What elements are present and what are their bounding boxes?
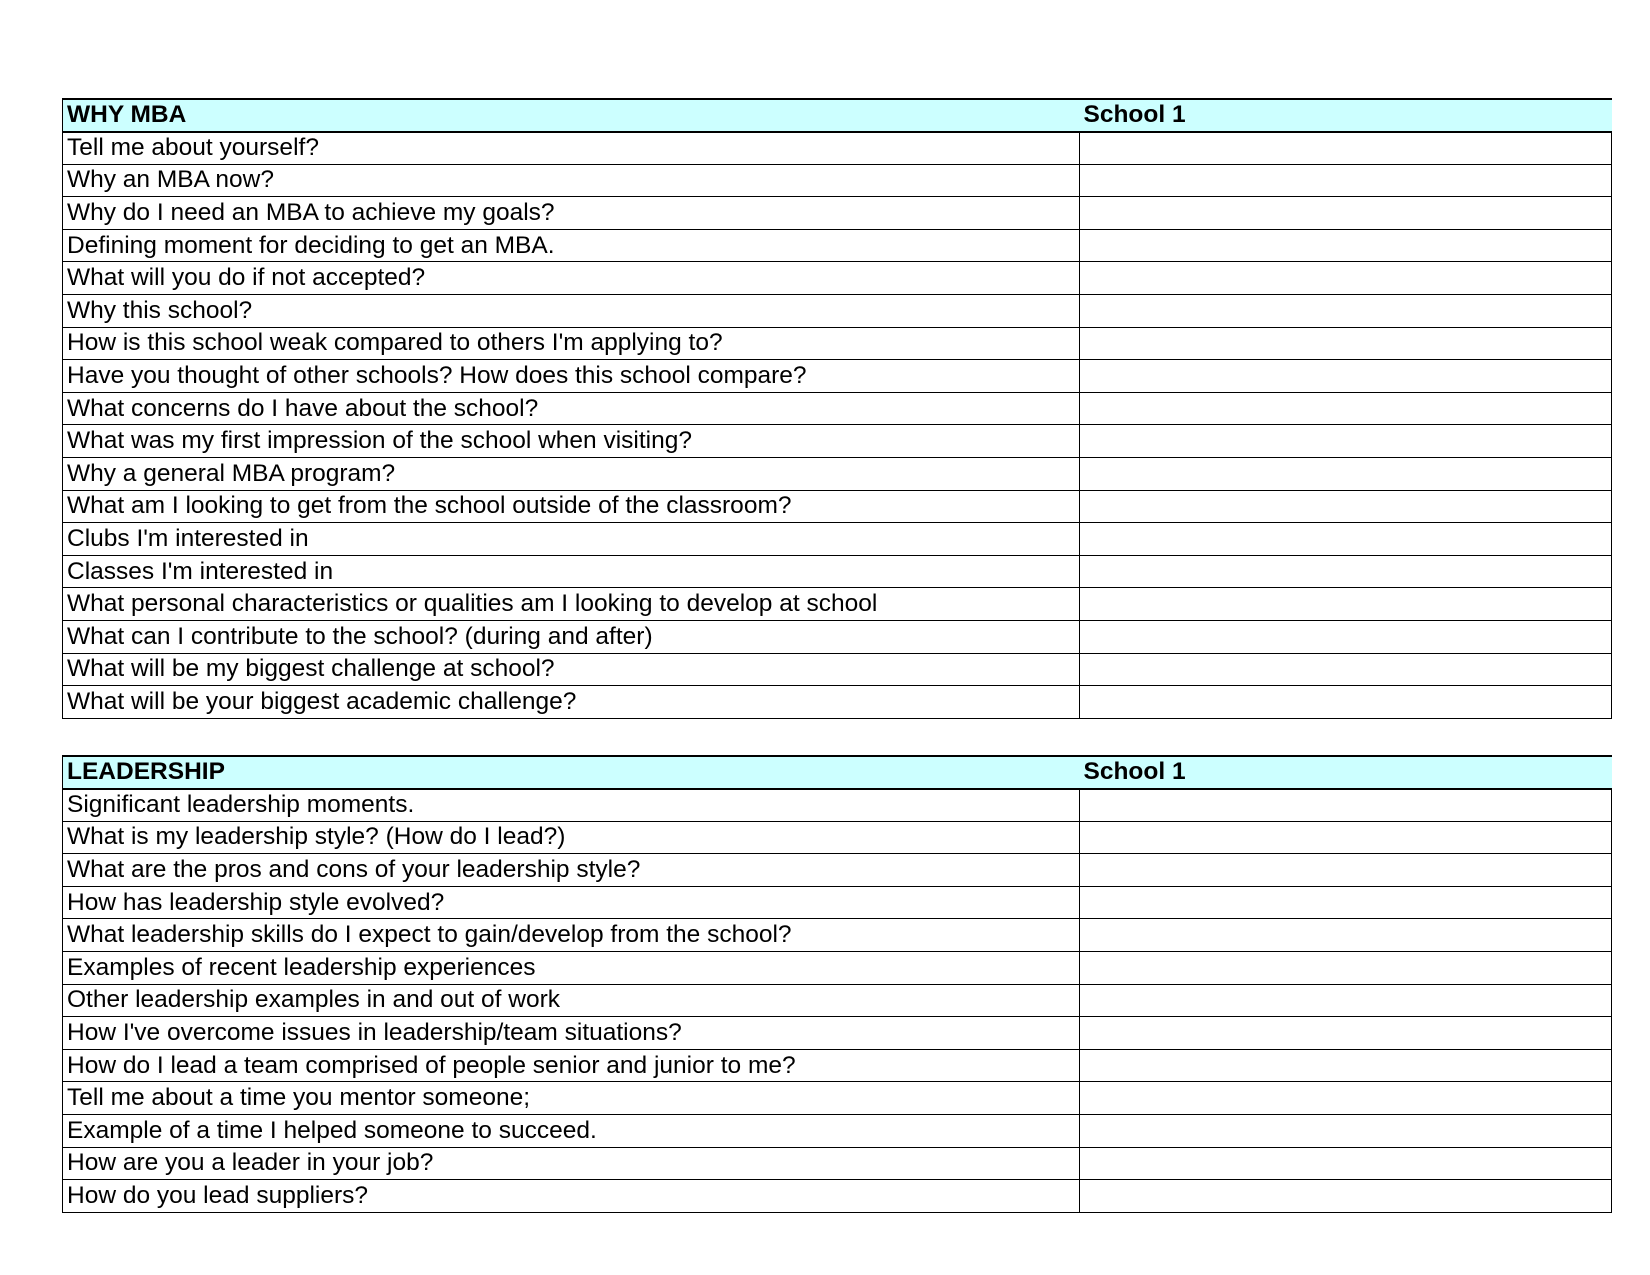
why-mba-body	[63, 132, 1612, 719]
why-mba-header-row	[63, 99, 1612, 132]
table-row	[63, 1049, 1612, 1082]
answer-cell[interactable]	[1080, 1049, 1612, 1082]
question-cell: How has leadership style evolved?	[63, 886, 1080, 919]
answer-cell[interactable]	[1080, 821, 1612, 854]
answer-cell[interactable]	[1080, 952, 1612, 985]
table-row	[63, 653, 1612, 686]
question-cell: How do I lead a team comprised of people senior and junior to me?	[63, 1049, 1080, 1082]
question-cell: What will be your biggest academic challenge?	[63, 686, 1080, 719]
question-cell: Example of a time I helped someone to succeed.	[63, 1115, 1080, 1148]
answer-cell[interactable]	[1080, 686, 1612, 719]
table-row	[63, 588, 1612, 621]
table-row	[63, 686, 1612, 719]
leadership-header-row	[63, 756, 1612, 789]
answer-cell[interactable]	[1080, 490, 1612, 523]
leadership-section-title: LEADERSHIP	[63, 756, 1080, 789]
question-cell: Why this school?	[63, 295, 1080, 328]
table-row	[63, 1180, 1612, 1213]
table-row	[63, 392, 1612, 425]
answer-cell[interactable]	[1080, 854, 1612, 887]
table-row	[63, 1115, 1612, 1148]
table-row	[63, 523, 1612, 556]
question-cell: What is my leadership style? (How do I lead?)	[63, 821, 1080, 854]
table-row	[63, 952, 1612, 985]
question-cell: Tell me about yourself?	[63, 132, 1080, 165]
answer-cell[interactable]	[1080, 919, 1612, 952]
table-row	[63, 262, 1612, 295]
table-row	[63, 919, 1612, 952]
answer-cell[interactable]	[1080, 789, 1612, 822]
question-cell: Tell me about a time you mentor someone;	[63, 1082, 1080, 1115]
why-mba-section-title: WHY MBA	[63, 99, 1080, 132]
why-mba-school-header: School 1	[1080, 99, 1612, 132]
answer-cell[interactable]	[1080, 425, 1612, 458]
question-cell: How I've overcome issues in leadership/team situations?	[63, 1017, 1080, 1050]
table-row	[63, 854, 1612, 887]
question-cell: What am I looking to get from the school outside of the classroom?	[63, 490, 1080, 523]
table-row	[63, 789, 1612, 822]
table-row	[63, 821, 1612, 854]
table-row	[63, 229, 1612, 262]
question-cell: What are the pros and cons of your leadership style?	[63, 854, 1080, 887]
answer-cell[interactable]	[1080, 295, 1612, 328]
question-cell: Significant leadership moments.	[63, 789, 1080, 822]
answer-cell[interactable]	[1080, 164, 1612, 197]
leadership-table	[62, 755, 1612, 1213]
leadership-school-header: School 1	[1080, 756, 1612, 789]
question-cell: What will be my biggest challenge at school?	[63, 653, 1080, 686]
answer-cell[interactable]	[1080, 653, 1612, 686]
answer-cell[interactable]	[1080, 588, 1612, 621]
why-mba-table	[62, 98, 1612, 719]
table-row	[63, 295, 1612, 328]
table-row	[63, 197, 1612, 230]
table-row	[63, 164, 1612, 197]
table-row	[63, 490, 1612, 523]
table-row	[63, 327, 1612, 360]
question-cell: What was my first impression of the school when visiting?	[63, 425, 1080, 458]
answer-cell[interactable]	[1080, 621, 1612, 654]
answer-cell[interactable]	[1080, 886, 1612, 919]
table-row	[63, 360, 1612, 393]
table-row	[63, 425, 1612, 458]
question-cell: Why a general MBA program?	[63, 458, 1080, 491]
answer-cell[interactable]	[1080, 523, 1612, 556]
question-cell: Clubs I'm interested in	[63, 523, 1080, 556]
answer-cell[interactable]	[1080, 1017, 1612, 1050]
question-cell: How is this school weak compared to others I'm applying to?	[63, 327, 1080, 360]
table-row	[63, 555, 1612, 588]
answer-cell[interactable]	[1080, 555, 1612, 588]
table-row	[63, 132, 1612, 165]
question-cell: Examples of recent leadership experiences	[63, 952, 1080, 985]
question-cell: What can I contribute to the school? (during and after)	[63, 621, 1080, 654]
question-cell: What personal characteristics or qualities am I looking to develop at school	[63, 588, 1080, 621]
question-cell: What concerns do I have about the school?	[63, 392, 1080, 425]
answer-cell[interactable]	[1080, 262, 1612, 295]
answer-cell[interactable]	[1080, 1180, 1612, 1213]
answer-cell[interactable]	[1080, 327, 1612, 360]
answer-cell[interactable]	[1080, 1147, 1612, 1180]
answer-cell[interactable]	[1080, 229, 1612, 262]
answer-cell[interactable]	[1080, 132, 1612, 165]
question-cell: Classes I'm interested in	[63, 555, 1080, 588]
question-cell: What will you do if not accepted?	[63, 262, 1080, 295]
answer-cell[interactable]	[1080, 197, 1612, 230]
answer-cell[interactable]	[1080, 392, 1612, 425]
table-row	[63, 458, 1612, 491]
question-cell: How do you lead suppliers?	[63, 1180, 1080, 1213]
answer-cell[interactable]	[1080, 1082, 1612, 1115]
answer-cell[interactable]	[1080, 360, 1612, 393]
answer-cell[interactable]	[1080, 1115, 1612, 1148]
leadership-body	[63, 789, 1612, 1213]
answer-cell[interactable]	[1080, 984, 1612, 1017]
table-row	[63, 1082, 1612, 1115]
table-row	[63, 984, 1612, 1017]
question-cell: Defining moment for deciding to get an MBA.	[63, 229, 1080, 262]
question-cell: Other leadership examples in and out of work	[63, 984, 1080, 1017]
table-row	[63, 1147, 1612, 1180]
table-row	[63, 621, 1612, 654]
table-row	[63, 1017, 1612, 1050]
question-cell: How are you a leader in your job?	[63, 1147, 1080, 1180]
question-cell: What leadership skills do I expect to gain/develop from the school?	[63, 919, 1080, 952]
question-cell: Have you thought of other schools? How does this school compare?	[63, 360, 1080, 393]
answer-cell[interactable]	[1080, 458, 1612, 491]
table-row	[63, 886, 1612, 919]
question-cell: Why an MBA now?	[63, 164, 1080, 197]
question-cell: Why do I need an MBA to achieve my goals?	[63, 197, 1080, 230]
